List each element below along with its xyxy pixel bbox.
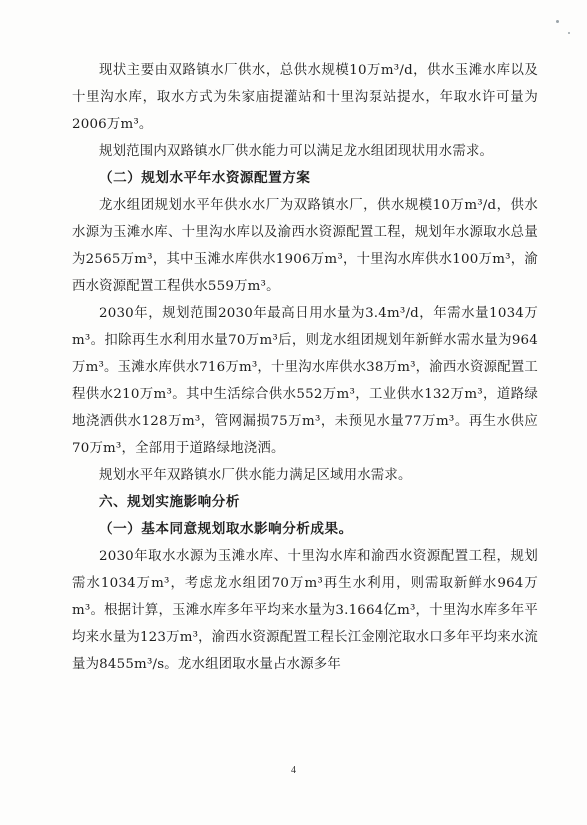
heading-impact-analysis: 六、规划实施影响分析 <box>99 494 240 510</box>
paragraph-2030-intake: 2030年取水水源为玉滩水库、十里沟水库和渝西水资源配置工程，规划需水1034万m³，考虑龙水组团70万m³再生水利用，则需取新鲜水964万m³。根据计算，玉滩水库多年平均来水量为3.1664亿m³，十里沟水库多年平均来水量为123万m³，渝西水资源配置工程长江金刚沱取水口多年平均来水流量为8455m³/s。龙水组团取水量占水源多年 <box>72 549 538 672</box>
paragraph-current-capacity: 规划范围内双路镇水厂供水能力可以满足龙水组团现状用水需求。 <box>99 144 494 159</box>
paragraph-current-supply: 现状主要由双路镇水厂供水，总供水规模10万m³/d，供水玉滩水库以及十里沟水库，取水方式为朱家庙提灌站和十里沟泵站提水，年取水许可量为2006万m³。 <box>72 63 538 132</box>
scan-speck <box>568 32 570 34</box>
document-body <box>72 57 538 678</box>
paragraph-2030-demand: 2030年，规划范围2030年最高日用水量为3.4m³/d，年需水量1034万m³。扣除再生水利用水量70万m³后，则龙水组团规划年新鲜水需水量为964万m³。玉滩水库供水716万m³，十里沟水库供水38万m³，渝西水资源配置工程供水210万m³。其中生活综合供水552万m³，工业供水132万m³，道路绿地浇洒供水128万m³，管网漏损75万m³，未预见水量77万m³。再生水供应70万m³，全部用于道路绿地浇洒。 <box>72 306 538 456</box>
heading-allocation-plan: （二）规划水平年水资源配置方案 <box>99 170 311 186</box>
paragraph-planned-capacity: 规划水平年双路镇水厂供水能力满足区域用水需求。 <box>99 468 412 483</box>
page-number: 4 <box>291 765 296 776</box>
paragraph-planned-supply: 龙水组团规划水平年供水水厂为双路镇水厂，供水规模10万m³/d，供水水源为玉滩水库、十里沟水库以及渝西水资源配置工程，规划年水源取水总量为2565万m³，其中玉滩水库供水1906万m³，十里沟水库供水100万m³，渝西水资源配置工程供水559万m³。 <box>72 198 538 294</box>
scan-speck <box>556 20 559 23</box>
heading-intake-impact: （一）基本同意规划取水影响分析成果。 <box>99 521 353 537</box>
